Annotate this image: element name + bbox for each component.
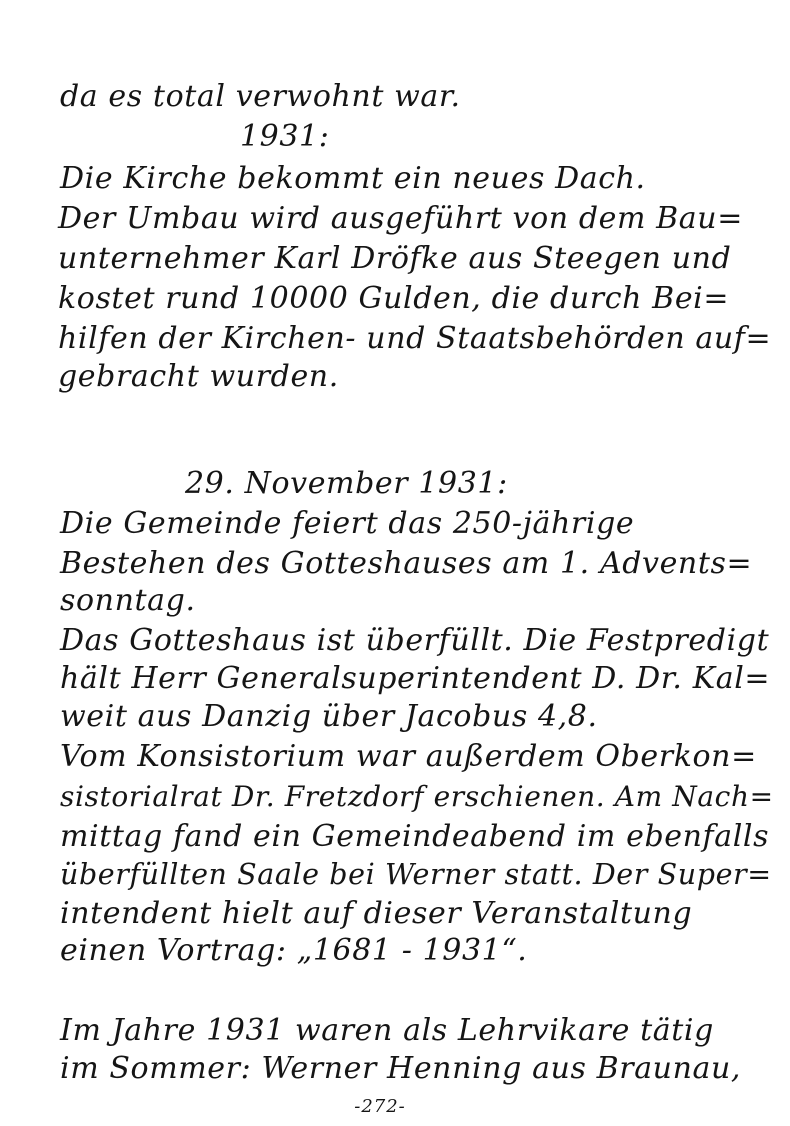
text-line: Die Gemeinde feiert das 250-jährige bbox=[60, 506, 635, 541]
text-line: Bestehen des Gotteshauses am 1. Advents= bbox=[60, 546, 753, 581]
text-line: weit aus Danzig über Jacobus 4,8. bbox=[60, 699, 598, 734]
section-heading-29-november-1931: 29. November 1931: bbox=[185, 466, 508, 501]
text-line: einen Vortrag: „1681 - 1931“. bbox=[60, 933, 528, 968]
text-line: Der Umbau wird ausgeführt von dem Bau= bbox=[58, 201, 743, 236]
text-line: gebracht wurden. bbox=[58, 359, 339, 394]
text-line: Das Gotteshaus ist überfüllt. Die Festpredigt bbox=[60, 623, 770, 658]
text-line: da es total verwohnt war. bbox=[60, 79, 461, 114]
text-line: sistorialrat Dr. Fretzdorf erschienen. Am Nach= bbox=[60, 780, 774, 813]
text-line: intendent hielt auf dieser Veranstaltung bbox=[60, 896, 693, 931]
text-line: Die Kirche bekommt ein neues Dach. bbox=[60, 161, 646, 196]
text-line: Im Jahre 1931 waren als Lehrvikare tätig bbox=[60, 1013, 714, 1048]
page-number: -272- bbox=[354, 1096, 406, 1117]
section-heading-1931: 1931: bbox=[240, 119, 330, 154]
text-line: unternehmer Karl Dröfke aus Steegen und bbox=[58, 241, 732, 276]
text-line: Vom Konsistorium war außerdem Oberkon= bbox=[60, 739, 757, 774]
text-line: überfüllten Saale bei Werner statt. Der Super= bbox=[60, 858, 772, 891]
text-line: hilfen der Kirchen- und Staatsbehörden auf= bbox=[58, 321, 772, 356]
text-line: hält Herr Generalsuperintendent D. Dr. Kal= bbox=[60, 661, 771, 696]
text-line: mittag fand ein Gemeindeabend im ebenfalls bbox=[60, 819, 770, 854]
text-line: sonntag. bbox=[60, 583, 196, 618]
text-line: kostet rund 10000 Gulden, die durch Bei= bbox=[58, 281, 730, 316]
text-line: im Sommer: Werner Henning aus Braunau, bbox=[60, 1051, 742, 1086]
